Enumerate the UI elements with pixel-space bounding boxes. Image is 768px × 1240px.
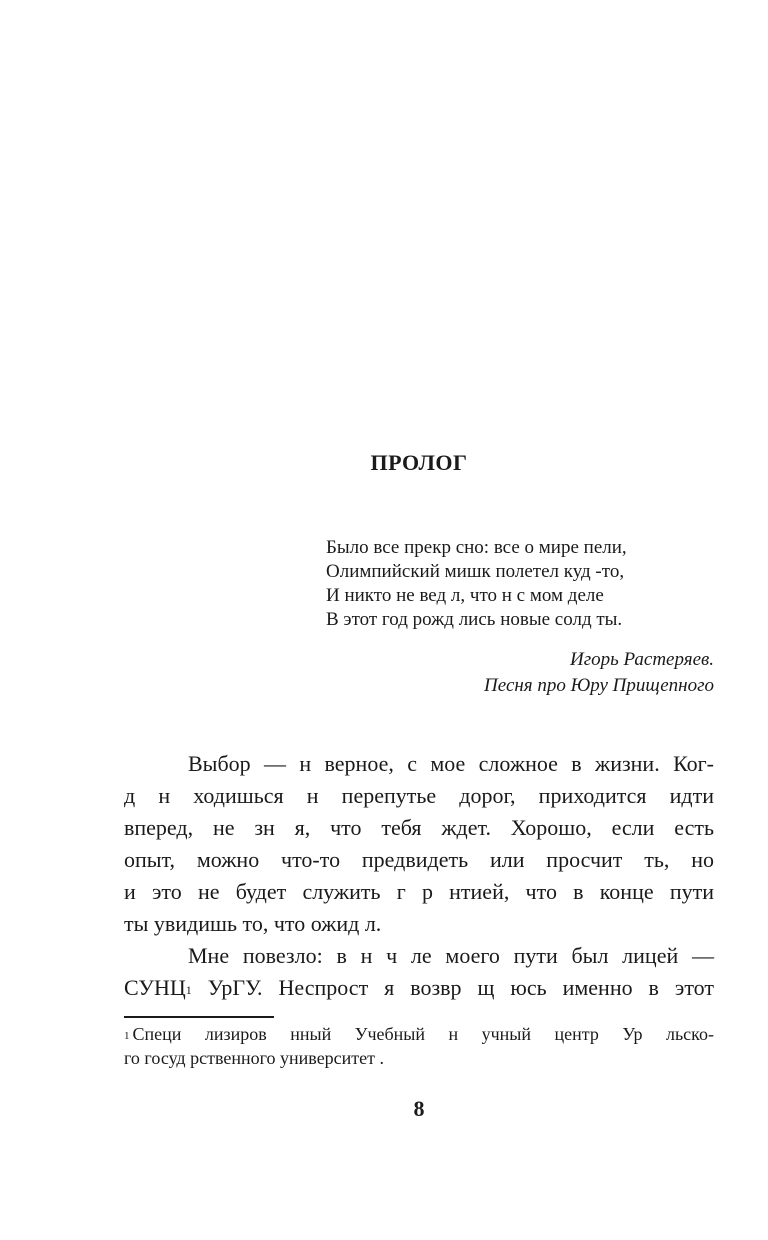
attribution-author: Игорь Растеряев. <box>569 649 714 670</box>
epigraph-line: И никто не вед л, что н с мом деле <box>326 585 604 606</box>
text-fragment: УрГУ. Неспрост я возвр щ юсь именно в этот <box>191 975 714 1000</box>
footnote <box>124 1022 714 1070</box>
epigraph-line: В этот год рожд лись новые солд ты. <box>326 609 623 630</box>
epigraph <box>326 536 716 632</box>
footnote-marker: 1 <box>124 1030 130 1042</box>
footnote-line: го госуд рственного университет . <box>124 1048 385 1068</box>
paragraph <box>124 748 714 940</box>
paragraph <box>124 940 714 1004</box>
text-line: опыт, можно что-то предвидеть или просчит ть, но <box>124 847 714 872</box>
text-line <box>124 972 714 1004</box>
chapter-title: ПРОЛОГ <box>370 450 468 475</box>
footnote-line <box>124 1022 714 1046</box>
epigraph-line: Олимпийский мишк полетел куд -то, <box>326 561 625 582</box>
body-text <box>124 748 714 1004</box>
text-fragment: СУНЦ <box>124 975 186 1000</box>
epigraph-line: Было все прекр сно: все о мире пели, <box>326 537 627 558</box>
footnote-divider <box>124 1016 274 1018</box>
attribution-source: Песня про Юру Прищепного <box>484 675 714 696</box>
text-line: Выбор — н верное, с мое сложное в жизни. Ког- <box>188 751 714 776</box>
text-line: ты увидишь то, что ожид л. <box>124 911 382 936</box>
page-number: 8 <box>413 1096 425 1121</box>
footnote-reference: 1 <box>185 983 192 997</box>
text-line: Мне повезло: в н ч ле моего пути был лицей — <box>188 943 714 968</box>
text-line: и это не будет служить г р нтией, что в конце пути <box>124 879 714 904</box>
text-line: вперед, не зн я, что тебя ждет. Хорошо, если есть <box>124 815 714 840</box>
epigraph-attribution <box>484 647 714 699</box>
text-line: д н ходишься н перепутье дорог, приходится идти <box>124 783 714 808</box>
footnote-text: Специ лизиров нный Учебный н учный центр Ур льско- <box>132 1024 714 1044</box>
